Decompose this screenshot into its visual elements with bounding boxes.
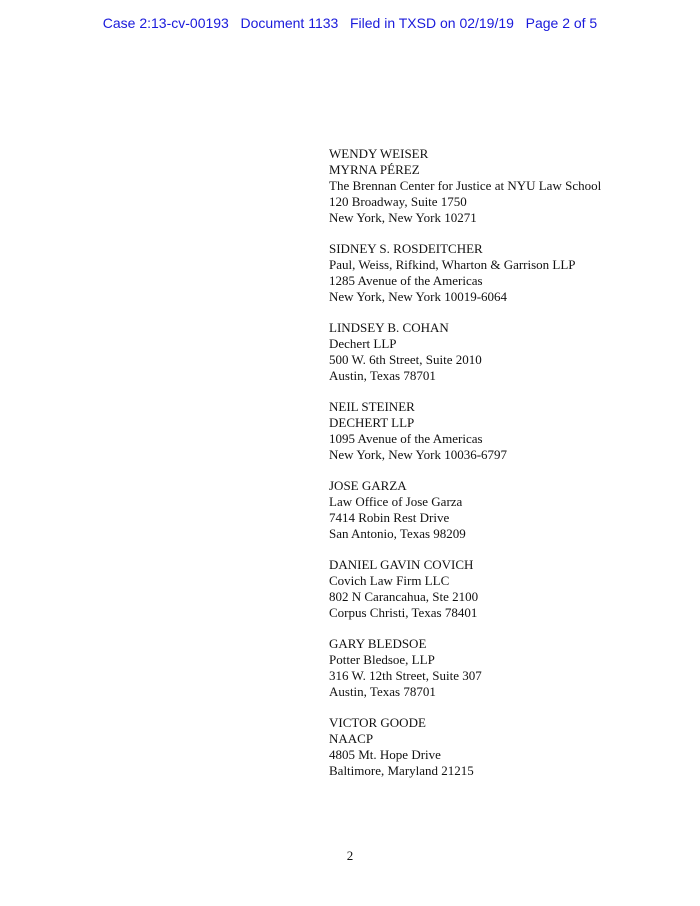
- address-block: [329, 146, 689, 226]
- address-line: Dechert LLP: [329, 336, 397, 351]
- address-line: 7414 Robin Rest Drive: [329, 510, 450, 525]
- address-line: DECHERT LLP: [329, 415, 415, 430]
- address-line: The Brennan Center for Justice at NYU Law School: [329, 178, 602, 193]
- address-block: [329, 241, 689, 305]
- address-line: 802 N Carancahua, Ste 2100: [329, 589, 479, 604]
- service-address-list: [329, 146, 689, 794]
- attorney-name: LINDSEY B. COHAN: [329, 320, 449, 335]
- address-line: Austin, Texas 78701: [329, 368, 436, 383]
- attorney-name: GARY BLEDSOE: [329, 636, 427, 651]
- address-line: San Antonio, Texas 98209: [329, 526, 466, 541]
- page-number: 2: [346, 848, 354, 863]
- attorney-name: SIDNEY S. ROSDEITCHER: [329, 241, 483, 256]
- address-line: 4805 Mt. Hope Drive: [329, 747, 441, 762]
- address-line: 316 W. 12th Street, Suite 307: [329, 668, 482, 683]
- address-block: [329, 399, 689, 463]
- address-line: Potter Bledsoe, LLP: [329, 652, 435, 667]
- address-block: [329, 715, 689, 779]
- attorney-name: NEIL STEINER: [329, 399, 415, 414]
- attorney-name: DANIEL GAVIN COVICH: [329, 557, 474, 572]
- address-line: New York, New York 10271: [329, 210, 477, 225]
- address-block: [329, 636, 689, 700]
- address-block: [329, 557, 689, 621]
- address-line: Baltimore, Maryland 21215: [329, 763, 474, 778]
- attorney-name: VICTOR GOODE: [329, 715, 426, 730]
- address-line: New York, New York 10036-6797: [329, 447, 508, 462]
- address-line: 1095 Avenue of the Americas: [329, 431, 483, 446]
- attorney-name: JOSE GARZA: [329, 478, 407, 493]
- address-line: 120 Broadway, Suite 1750: [329, 194, 467, 209]
- address-line: Covich Law Firm LLC: [329, 573, 450, 588]
- case-header-stamp: Case 2:13-cv-00193 Document 1133 Filed in TXSD on 02/19/19 Page 2 of 5: [102, 15, 598, 31]
- address-line: 1285 Avenue of the Americas: [329, 273, 483, 288]
- address-block: [329, 320, 689, 384]
- address-line: Law Office of Jose Garza: [329, 494, 463, 509]
- attorney-name: WENDY WEISER: [329, 146, 429, 161]
- address-line: 500 W. 6th Street, Suite 2010: [329, 352, 482, 367]
- address-line: New York, New York 10019-6064: [329, 289, 508, 304]
- address-block: [329, 478, 689, 542]
- address-line: Austin, Texas 78701: [329, 684, 436, 699]
- address-line: Paul, Weiss, Rifkind, Wharton & Garrison LLP: [329, 257, 576, 272]
- address-line: MYRNA PÉREZ: [329, 162, 420, 177]
- address-line: NAACP: [329, 731, 374, 746]
- address-line: Corpus Christi, Texas 78401: [329, 605, 478, 620]
